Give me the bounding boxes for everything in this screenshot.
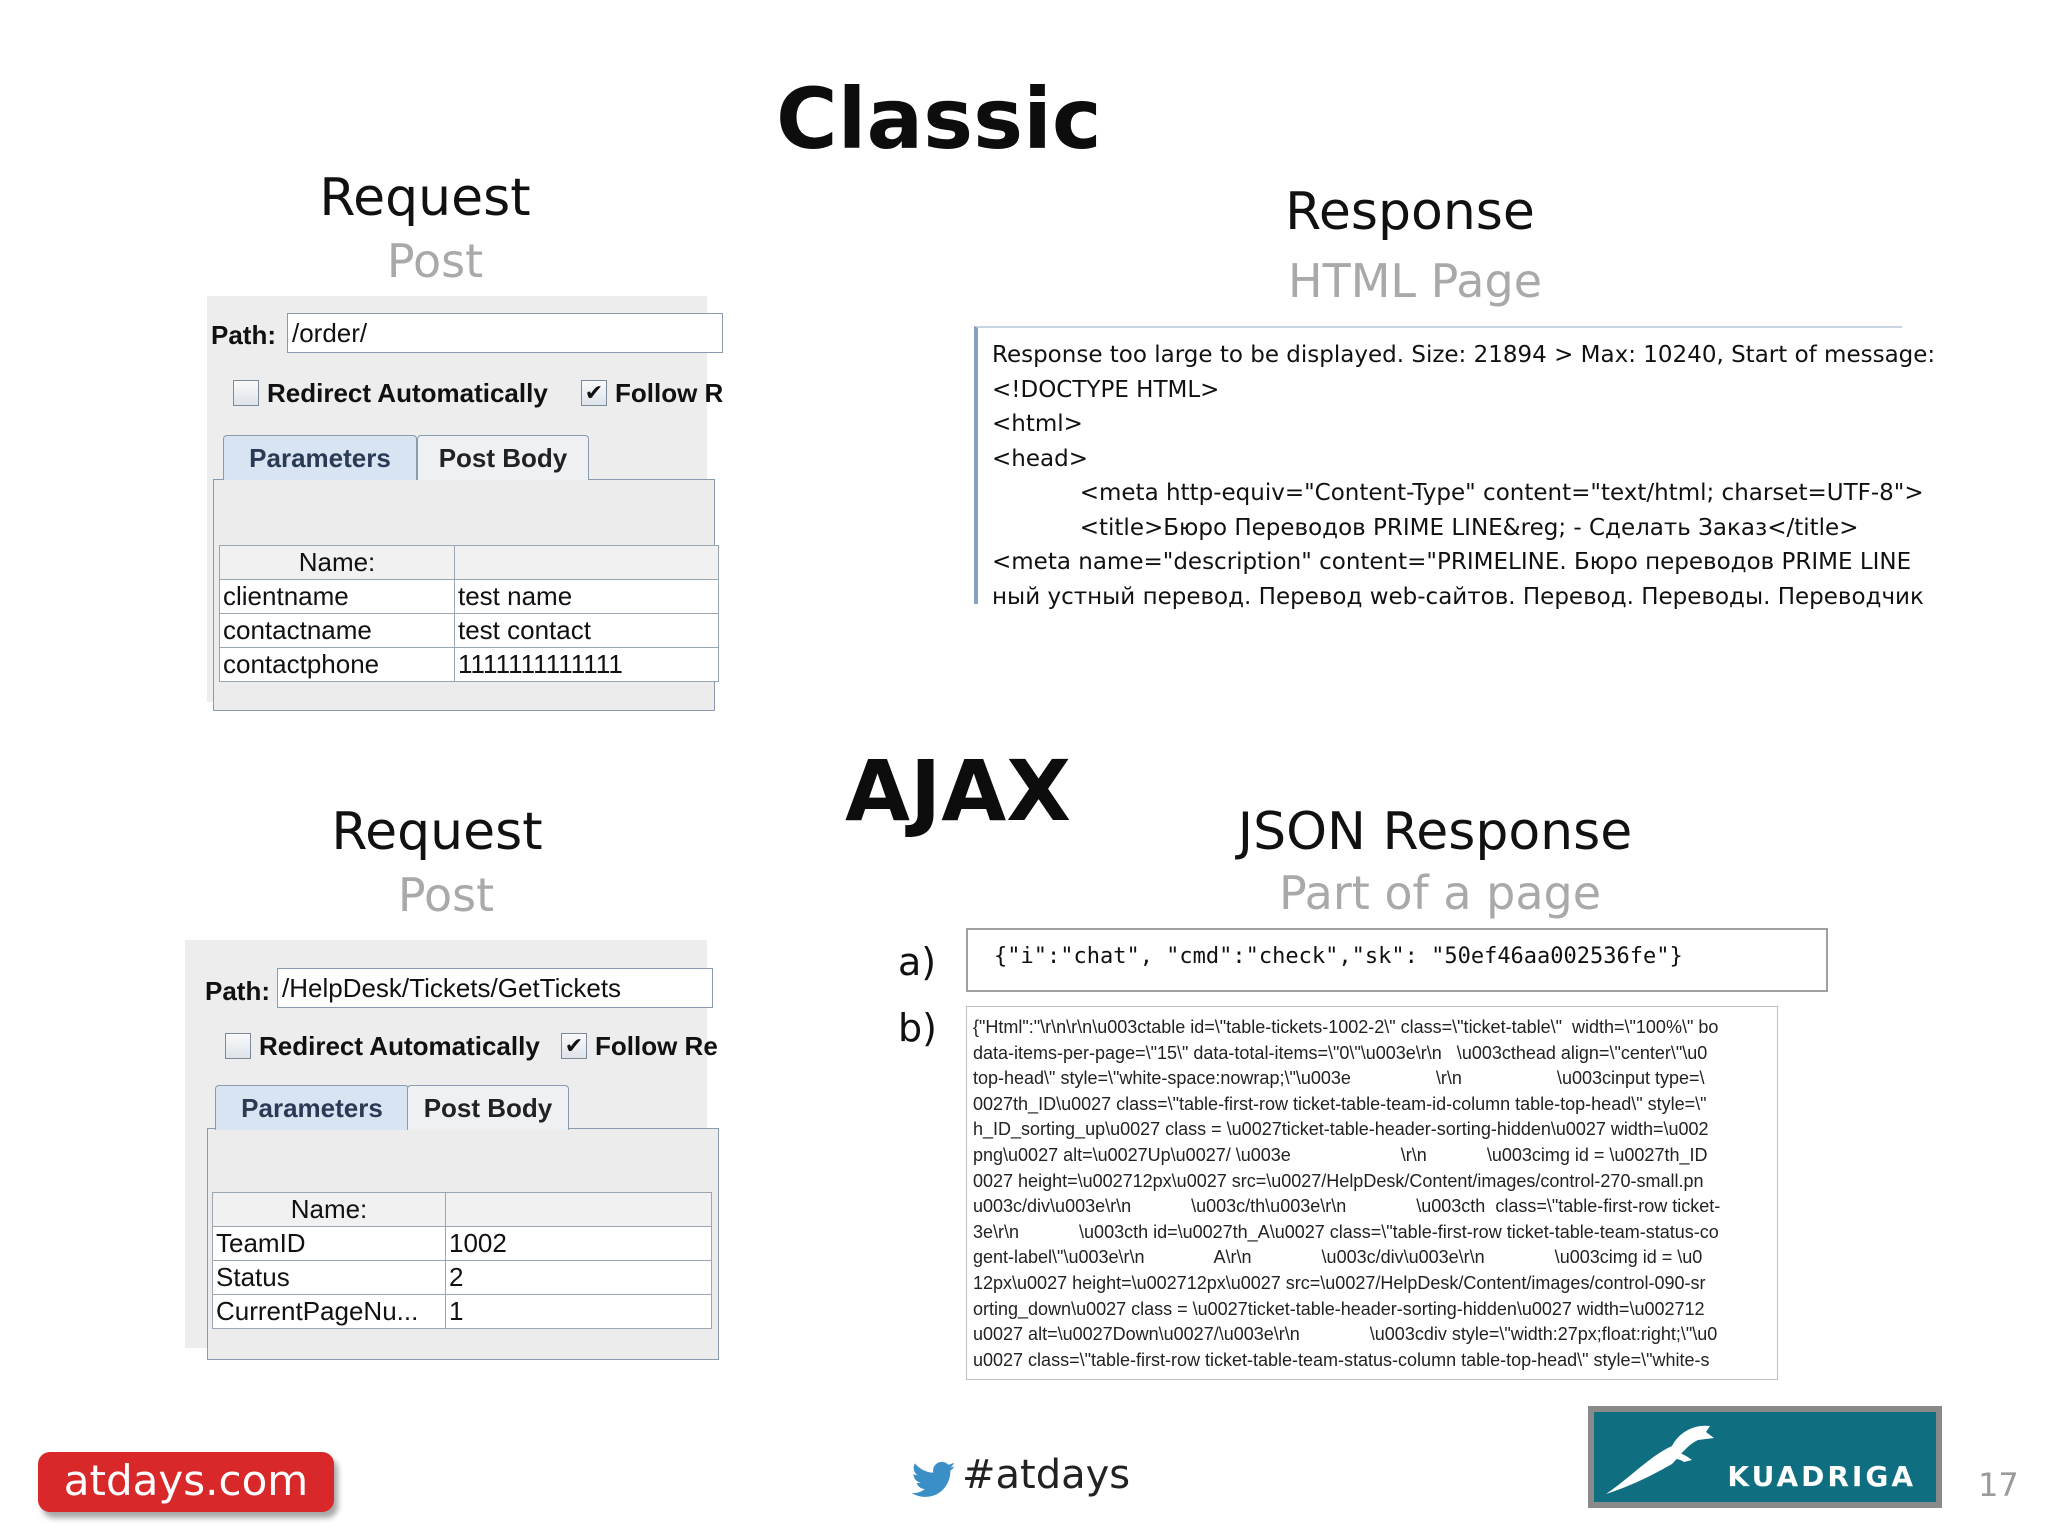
ajax-request-subheading: Post bbox=[397, 868, 495, 922]
json-response-subheading: Part of a page bbox=[1278, 866, 1602, 920]
response-line: <title>Бюро Переводов PRIME LINE&reg; - Сделать Заказ</title> bbox=[992, 514, 1859, 541]
twitter-icon bbox=[912, 1460, 956, 1500]
brand-name: KUADRIGA bbox=[1727, 1460, 1916, 1493]
redirect-label: Redirect Automatically bbox=[267, 378, 548, 408]
value-column-header bbox=[455, 546, 719, 580]
json-line: top-head\" style=\"white-space:nowrap;\"\u003e \r\n \u003cinput type=\ bbox=[973, 1068, 1705, 1089]
table-row[interactable] bbox=[220, 580, 719, 614]
response-line: ный устный перевод. Перевод web-сайтов. Перевод. Переводы. Переводчик bbox=[992, 583, 1924, 610]
json-line: 3e\r\n \u003cth id=\u0027th_A\u0027 class=\"table-first-row ticket-table-team-status-co bbox=[973, 1221, 1719, 1242]
ajax-request-heading: Request bbox=[331, 802, 543, 862]
path-input[interactable]: /order/ bbox=[287, 313, 723, 353]
response-line: <meta http-equiv="Content-Type" content="text/html; charset=UTF-8"> bbox=[992, 480, 1924, 506]
follow-checkbox[interactable]: ✔ bbox=[561, 1033, 587, 1059]
response-line: <!DOCTYPE HTML> bbox=[992, 376, 1220, 403]
param-value: 1111111111111 bbox=[455, 648, 719, 682]
table-row[interactable] bbox=[213, 1295, 712, 1329]
param-name: contactphone bbox=[220, 648, 455, 682]
follow-label: Follow Re bbox=[595, 1031, 718, 1061]
json-line: data-items-per-page=\"15\" data-total-items=\"0\"\u003e\r\n \u003cthead align=\"center\"\u0 bbox=[973, 1042, 1708, 1063]
json-line: 0027th_ID\u0027 class=\"table-first-row ticket-table-team-id-column table-top-head\" style=\" bbox=[973, 1093, 1707, 1114]
json-line: h_ID_sorting_up\u0027 class = \u0027ticket-table-header-sorting-hidden\u0027 width=\u002 bbox=[973, 1119, 1709, 1140]
response-line: Response too large to be displayed. Size: 21894 > Max: 10240, Start of message: bbox=[992, 342, 1936, 368]
path-input[interactable]: /HelpDesk/Tickets/GetTickets bbox=[277, 968, 713, 1008]
json-line: orting_down\u0027 class = \u0027ticket-table-header-sorting-hidden\u0027 width=\u002712 bbox=[973, 1298, 1705, 1319]
ajax-request-panel bbox=[185, 940, 718, 1348]
parameters-table bbox=[212, 1192, 712, 1329]
path-label: Path: bbox=[211, 320, 276, 350]
table-row[interactable] bbox=[213, 1261, 712, 1295]
json-line: 12px\u0027 height=\u002712px\u0027 src=\u0027/HelpDesk/Content/images/control-090-sr bbox=[973, 1272, 1706, 1293]
classic-request-panel bbox=[207, 296, 724, 702]
tab-post-body[interactable]: Post Body bbox=[417, 435, 589, 480]
tab-post-body[interactable]: Post Body bbox=[407, 1085, 569, 1130]
redirect-checkbox[interactable] bbox=[225, 1033, 251, 1059]
redirect-checkbox[interactable] bbox=[233, 380, 259, 406]
param-value: test name bbox=[455, 580, 719, 614]
tab-parameters[interactable]: Parameters bbox=[215, 1085, 409, 1130]
param-name: CurrentPageNu... bbox=[213, 1295, 446, 1329]
page-number: 17 bbox=[1978, 1466, 2019, 1504]
table-row[interactable] bbox=[220, 614, 719, 648]
param-value: 2 bbox=[446, 1261, 712, 1295]
ajax-title: AJAX bbox=[845, 742, 1072, 840]
param-name: clientname bbox=[220, 580, 455, 614]
hashtag: #atdays bbox=[962, 1452, 1131, 1498]
json-response-a: {"i":"chat", "cmd":"check","sk": "50ef46aa002536fe"} bbox=[966, 928, 1828, 992]
name-column-header: Name: bbox=[213, 1193, 446, 1227]
json-line: png\u0027 alt=\u0027Up\u0027/ \u003e \r\n \u003cimg id = \u0027th_ID bbox=[973, 1144, 1708, 1165]
param-name: TeamID bbox=[213, 1227, 446, 1261]
classic-request-subheading: Post bbox=[386, 234, 484, 288]
param-name: contactname bbox=[220, 614, 455, 648]
param-value: 1002 bbox=[446, 1227, 712, 1261]
param-value: 1 bbox=[446, 1295, 712, 1329]
table-row[interactable] bbox=[213, 1227, 712, 1261]
param-name: Status bbox=[213, 1261, 446, 1295]
html-response-panel bbox=[974, 326, 1936, 610]
json-line: 0027 height=\u002712px\u0027 src=\u0027/HelpDesk/Content/images/control-270-small.pn bbox=[973, 1170, 1704, 1191]
follow-label: Follow R bbox=[615, 378, 724, 408]
response-line: <meta name="description" content="PRIMELINE. Бюро переводов PRIME LINE bbox=[992, 549, 1912, 575]
site-badge[interactable]: atdays.com bbox=[38, 1452, 334, 1512]
value-column-header bbox=[446, 1193, 712, 1227]
json-response-heading: JSON Response bbox=[1237, 802, 1633, 862]
classic-response-subheading: HTML Page bbox=[1288, 254, 1542, 308]
parameters-table bbox=[219, 545, 719, 682]
json-line: u0027 class=\"table-first-row ticket-table-team-status-column table-top-head\" style=\"white-s bbox=[973, 1349, 1710, 1370]
horse-icon bbox=[1602, 1416, 1722, 1502]
label-b: b) bbox=[898, 1006, 937, 1050]
path-label: Path: bbox=[205, 976, 270, 1006]
json-line: gent-label\"\u003e\r\n A\r\n \u003c/div\u003e\r\n \u003cimg id = \u0 bbox=[973, 1247, 1703, 1268]
json-line: u003c/div\u003e\r\n \u003c/th\u003e\r\n \u003cth class=\"table-first-row ticket- bbox=[973, 1196, 1721, 1217]
classic-title: Classic bbox=[776, 70, 1102, 168]
classic-request-heading: Request bbox=[319, 168, 531, 228]
kuadriga-logo bbox=[1588, 1406, 1942, 1508]
table-row[interactable] bbox=[220, 648, 719, 682]
tab-parameters[interactable]: Parameters bbox=[223, 435, 417, 480]
json-line: u0027 alt=\u0027Down\u0027/\u003e\r\n \u003cdiv style=\"width:27px;float:right;\"\u0 bbox=[973, 1324, 1718, 1345]
json-response-b bbox=[966, 1006, 1778, 1380]
name-column-header: Name: bbox=[220, 546, 455, 580]
classic-response-heading: Response bbox=[1285, 182, 1535, 242]
redirect-label: Redirect Automatically bbox=[259, 1031, 540, 1061]
json-line: {"Html":"\r\n\r\n\u003ctable id=\"table-tickets-1002-2\" class=\"ticket-table\" width=\"100%\" bo bbox=[973, 1017, 1719, 1037]
response-line: <head> bbox=[992, 445, 1088, 472]
follow-checkbox[interactable]: ✔ bbox=[581, 380, 607, 406]
response-line: <html> bbox=[992, 411, 1083, 437]
param-value: test contact bbox=[455, 614, 719, 648]
label-a: a) bbox=[898, 940, 937, 984]
